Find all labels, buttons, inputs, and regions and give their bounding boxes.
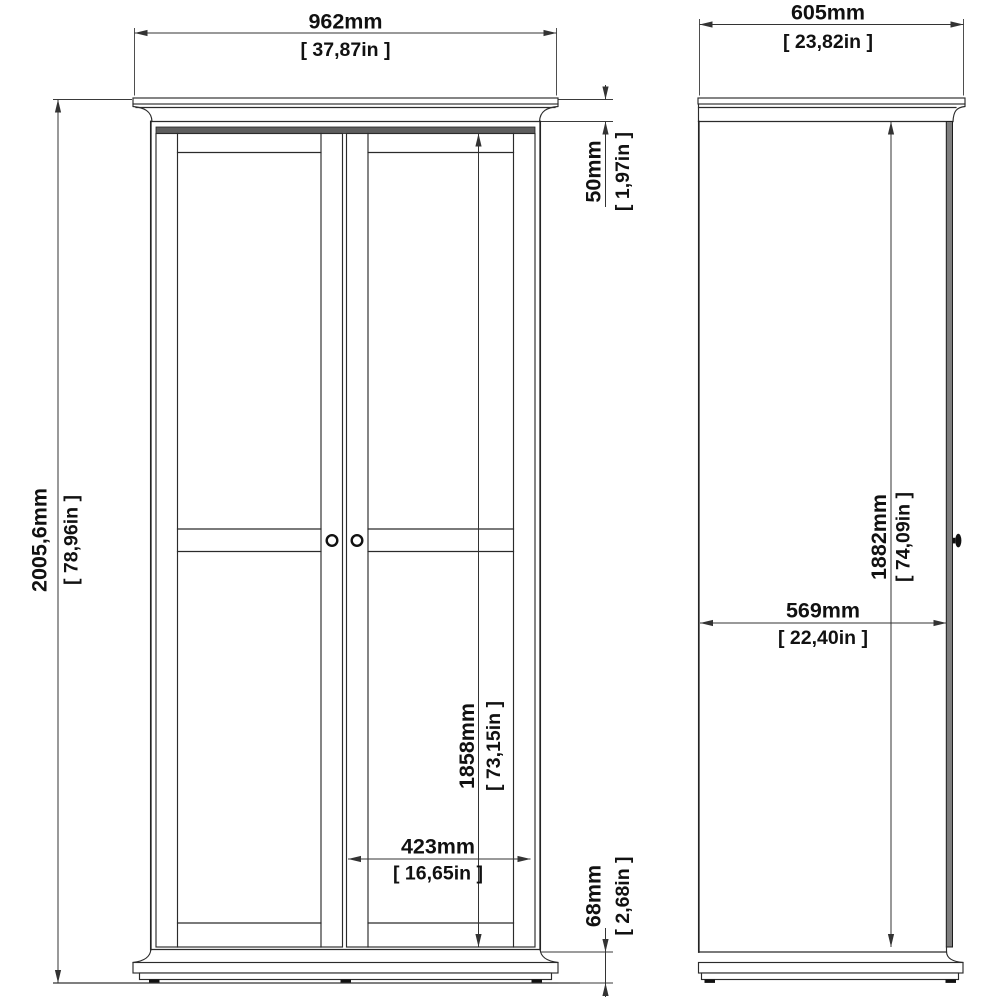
side-plinth-step: [702, 973, 959, 980]
dimension-front-overall-width: [135, 10, 557, 96]
side-door-edge: [946, 122, 952, 948]
side-knob-cap: [955, 534, 961, 548]
side-body-height-mm-label: 1882mm: [867, 493, 891, 581]
front-crown-right-curve: [540, 104, 559, 122]
front-top-board: [133, 98, 558, 104]
side-crown-front-curve: [953, 104, 965, 122]
front-plinth-height-inch-label: [ 2,68in ]: [612, 856, 634, 936]
front-door-width-mm-label: 423mm: [400, 834, 476, 859]
front-plinth-board: [133, 963, 558, 974]
dimension-side-inner-depth: [700, 599, 947, 650]
front-left-door: [156, 134, 343, 948]
side-knob-stem: [953, 538, 956, 544]
side-plinth-board: [699, 963, 964, 974]
front-plinth-left-curve: [133, 950, 151, 963]
front-overall-height-inch-label: [ 78,96in ]: [60, 495, 83, 585]
side-foot: [705, 980, 716, 983]
front-plinth-right-curve: [540, 950, 558, 963]
front-top-shadow-gap: [156, 127, 535, 134]
front-cornice-height-mm-label: 50mm: [581, 140, 606, 203]
right-door-knob: [352, 535, 363, 546]
side-inner-depth-mm-label: 569mm: [785, 598, 861, 623]
front-crown-left-curve: [133, 104, 152, 122]
side-view: [698, 98, 965, 983]
front-foot: [532, 980, 543, 983]
front-door-width-inch-label: [ 16,65in ]: [393, 862, 483, 885]
front-door-height-mm-label: 1858mm: [455, 702, 479, 790]
front-door-height-inch-label: [ 73,15in ]: [483, 701, 505, 791]
front-plinth-step: [140, 973, 552, 980]
front-cornice-height-inch-label: [ 1,97in ]: [612, 131, 634, 212]
side-top-board: [698, 98, 965, 104]
front-right-door: [347, 134, 536, 948]
front-plinth-height-mm-label: 68mm: [581, 864, 606, 928]
dimension-front-overall-height: [28, 100, 133, 984]
dimension-front-plinth-height: [541, 856, 634, 997]
side-plinth-front-curve: [947, 952, 964, 963]
dimension-side-overall-depth: [700, 1, 964, 96]
front-overall-height-mm-label: 2005,6mm: [27, 488, 52, 592]
front-view: [53, 98, 580, 983]
side-overall-depth-mm-label: 605mm: [790, 0, 866, 25]
front-overall-width-inch-label: [ 37,87in ]: [300, 39, 391, 61]
side-overall-depth-inch-label: [ 23,82in ]: [783, 31, 873, 53]
side-body-height-inch-label: [ 74,09in ]: [892, 492, 915, 582]
front-foot: [341, 980, 352, 983]
front-overall-width-mm-label: 962mm: [308, 9, 383, 34]
side-foot: [946, 980, 957, 983]
front-foot: [149, 980, 160, 983]
dimension-side-body-height: [867, 122, 915, 948]
side-inner-depth-inch-label: [ 22,40in ]: [778, 627, 868, 649]
left-door-knob: [327, 535, 338, 546]
